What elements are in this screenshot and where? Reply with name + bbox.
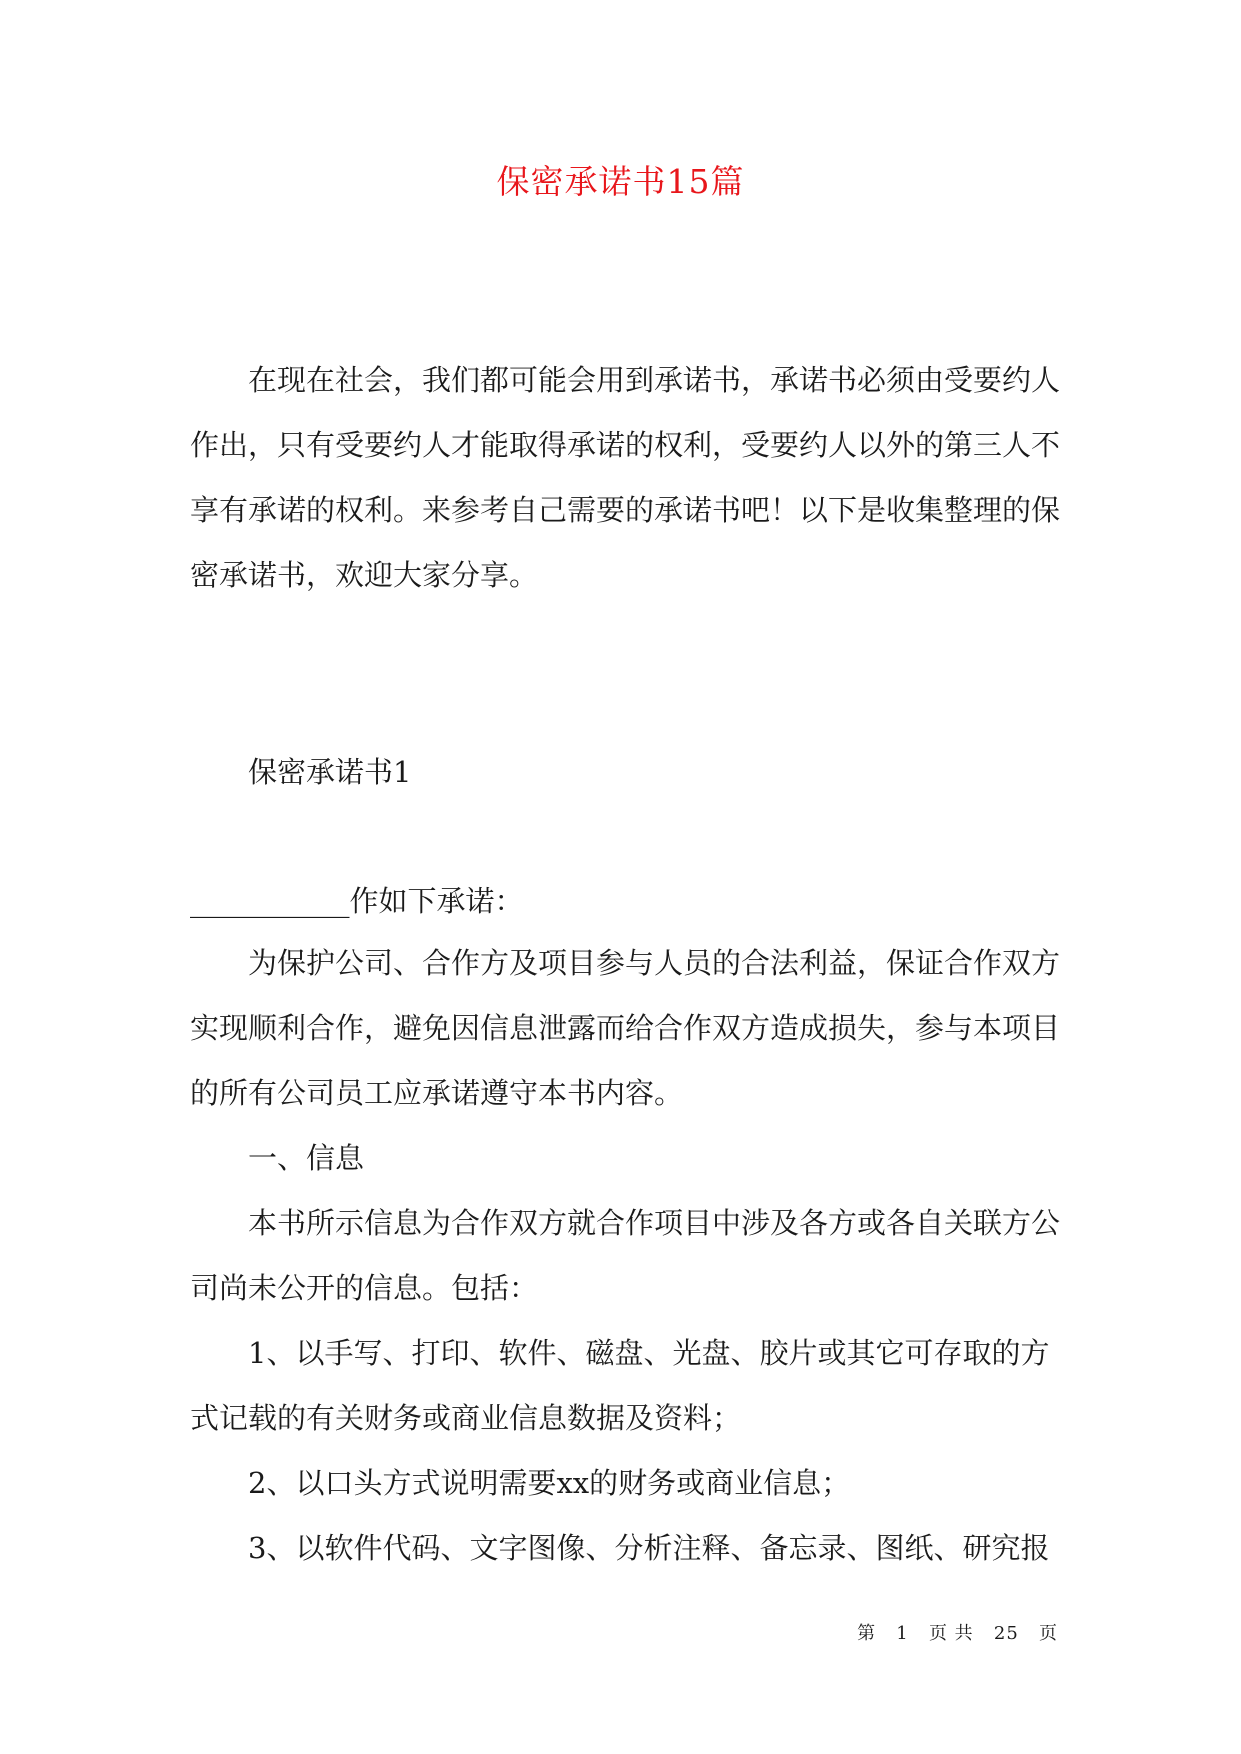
footer-total-pages: 25 bbox=[993, 1623, 1019, 1644]
list-item: 2、以口头方式说明需要xx的财务或商业信息； bbox=[248, 1466, 851, 1500]
intro-paragraph: 在现在社会，我们都可能会用到承诺书，承诺书必须由受要约人作出，只有受要约人才能取得承诺的权利，受要约人以外的第三人不享有承诺的权利。来参考自己需要的承诺书吧！以下是收集整理的保密承诺书，欢迎大家分享。 bbox=[190, 363, 1061, 592]
footer-middle: 页 共 bbox=[928, 1623, 974, 1644]
paragraph: 本书所示信息为合作双方就合作项目中涉及各方或各自关联方公司尚未公开的信息。包括： bbox=[190, 1206, 1061, 1305]
footer-prefix: 第 bbox=[857, 1623, 877, 1644]
document-title: 保密承诺书15篇 bbox=[496, 162, 745, 201]
paragraph: 为保护公司、合作方及项目参与人员的合法利益，保证合作双方实现顺利合作，避免因信息泄露而给合作双方造成损失，参与本项目的所有公司员工应承诺遵守本书内容。 bbox=[190, 946, 1061, 1110]
page-footer bbox=[857, 1622, 1058, 1646]
section-heading-info: 一、信息 bbox=[248, 1141, 365, 1175]
pledge-heading: ___________作如下承诺： bbox=[190, 884, 524, 918]
footer-suffix: 页 bbox=[1039, 1623, 1058, 1644]
list-item: 1、以手写、打印、软件、磁盘、光盘、胶片或其它可存取的方式记载的有关财务或商业信息数据及资料； bbox=[190, 1336, 1050, 1435]
footer-page-number: 1 bbox=[896, 1623, 909, 1644]
list-item: 3、以软件代码、文字图像、分析注释、备忘录、图纸、研究报 bbox=[248, 1531, 1050, 1565]
section-title: 保密承诺书1 bbox=[248, 755, 412, 789]
body-content bbox=[190, 931, 1060, 1581]
